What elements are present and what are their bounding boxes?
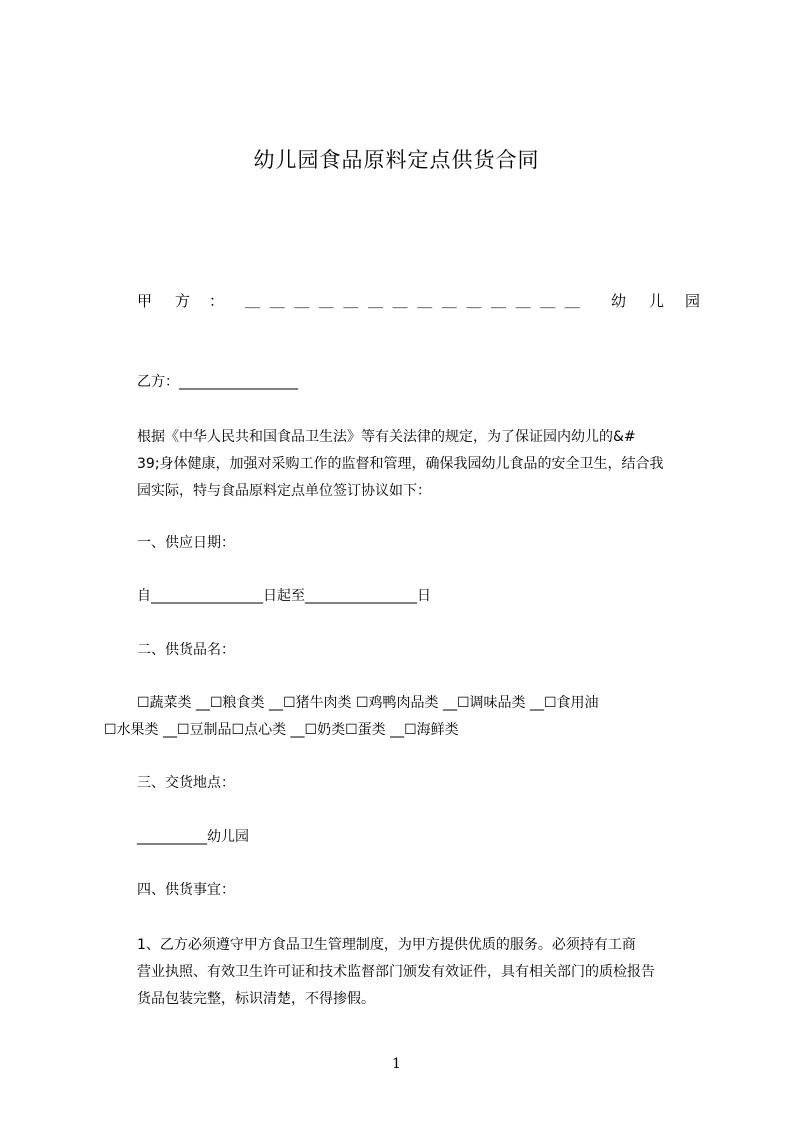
party-a-label-char: 方 (175, 292, 191, 310)
party-a-suffix-char: 幼 (611, 292, 627, 310)
supply-date-line: 自________________日起至________________日 (137, 588, 431, 604)
section4-heading: 四、供货事宜： (137, 882, 235, 898)
party-a-suffix-char: 园 (685, 292, 701, 310)
party-a-blank: ＿＿＿＿＿＿＿＿＿＿＿＿＿＿ (245, 292, 590, 310)
intro-line-2: 39;身体健康，加强对采购工作的监督和管理，确保我园幼儿食品的安全卫生，结合我 (137, 456, 664, 472)
goods-list-line-2: ☐水果类 __☐豆制品☐点心类 __☐奶类☐蛋类 __☐海鲜类 (104, 722, 459, 738)
party-a-label-char: 甲 (137, 292, 153, 310)
delivery-place-line: __________幼儿园 (137, 829, 249, 845)
intro-line-3: 园实际，特与食品原料定点单位签订协议如下： (137, 483, 431, 499)
section2-heading: 二、供货品名： (137, 642, 235, 658)
party-a-line (137, 290, 703, 312)
section4-item1-line-3: 货品包装完整，标识清楚，不得掺假。 (137, 991, 375, 1007)
intro-line-1: 根据《中华人民共和国食品卫生法》等有关法律的规定，为了保证园内幼儿的&# (137, 429, 636, 445)
party-a-colon: ： (209, 292, 225, 310)
section1-heading: 一、供应日期： (137, 535, 235, 551)
section4-item1-line-1: 1、乙方必须遵守甲方食品卫生管理制度，为甲方提供优质的服务。必须持有工商 (137, 937, 636, 953)
goods-list-line-1: ☐蔬菜类 __☐粮食类 __☐猪牛肉类 ☐鸡鸭肉品类 __☐调味品类 __☐食用油 (137, 695, 599, 711)
section3-heading: 三、交货地点： (137, 775, 235, 791)
party-b-line: 乙方：_________________ (137, 374, 298, 390)
document-title: 幼儿园食品原料定点供货合同 (253, 148, 540, 172)
party-a-suffix-char: 儿 (649, 292, 665, 310)
page-number: 1 (392, 1056, 401, 1072)
section4-item1-line-2: 营业执照、有效卫生许可证和技术监督部门颁发有效证件，具有相关部门的质检报告 (137, 964, 655, 980)
